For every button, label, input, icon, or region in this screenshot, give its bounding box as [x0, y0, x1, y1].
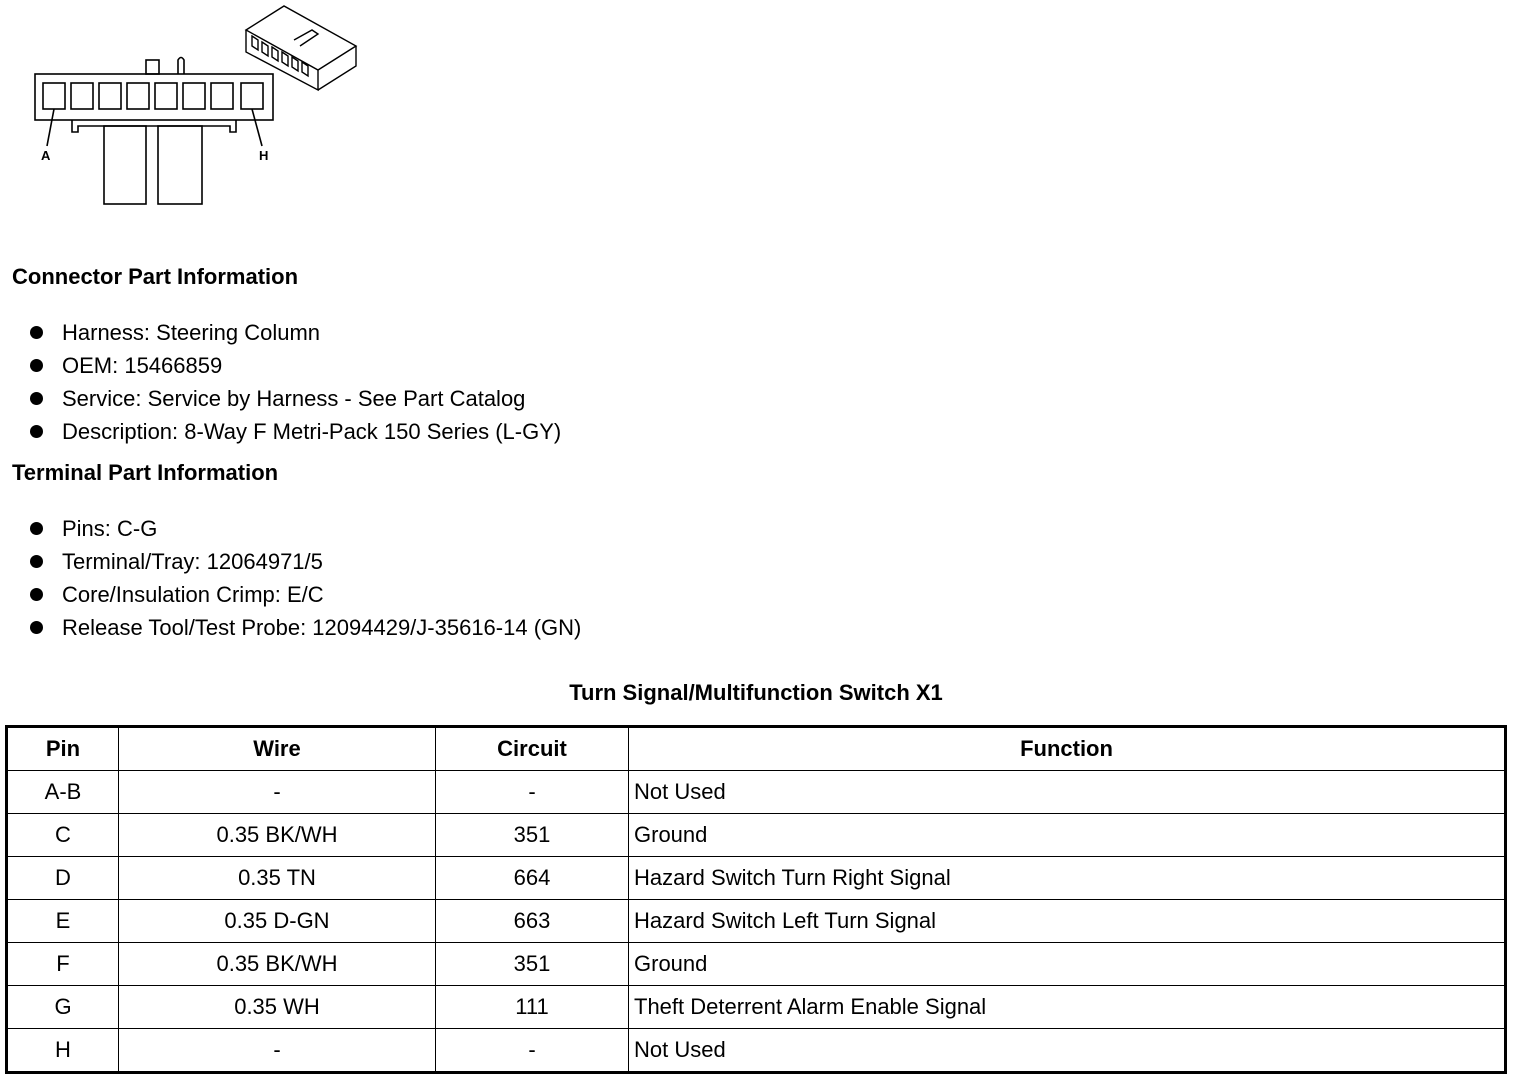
wire-cell: 0.35 D-GN: [119, 900, 436, 943]
function-cell: Ground: [629, 814, 1506, 857]
circuit-cell: 351: [436, 814, 629, 857]
circuit-cell: 663: [436, 900, 629, 943]
column-header-wire: Wire: [119, 727, 436, 771]
list-item: Service: Service by Harness - See Part Catalog: [30, 382, 561, 415]
list-item: OEM: 15466859: [30, 349, 561, 382]
circuit-cell: 664: [436, 857, 629, 900]
table-row: [7, 1029, 1506, 1073]
table-row: [7, 814, 1506, 857]
wire-cell: 0.35 WH: [119, 986, 436, 1029]
pin-cell: C: [7, 814, 119, 857]
circuit-cell: 111: [436, 986, 629, 1029]
list-item: Harness: Steering Column: [30, 316, 561, 349]
function-cell: Not Used: [629, 771, 1506, 814]
list-item: Terminal/Tray: 12064971/5: [30, 545, 581, 578]
connector-diagram: [0, 0, 380, 215]
table-row: [7, 900, 1506, 943]
wire-cell: 0.35 BK/WH: [119, 943, 436, 986]
function-cell: Ground: [629, 943, 1506, 986]
column-header-function: Function: [629, 727, 1506, 771]
function-cell: Hazard Switch Turn Right Signal: [629, 857, 1506, 900]
wire-cell: 0.35 TN: [119, 857, 436, 900]
pin-label-h: H: [259, 148, 269, 163]
terminal-info-title: Terminal Part Information: [12, 460, 279, 485]
circuit-cell: -: [436, 1029, 629, 1073]
function-cell: Hazard Switch Left Turn Signal: [629, 900, 1506, 943]
circuit-cell: 351: [436, 943, 629, 986]
list-item: Pins: C-G: [30, 512, 581, 545]
table-row: [7, 771, 1506, 814]
pin-label-a: A: [41, 148, 51, 163]
function-cell: Not Used: [629, 1029, 1506, 1073]
list-item: Description: 8-Way F Metri-Pack 150 Series (L-GY): [30, 415, 561, 448]
pin-cell: F: [7, 943, 119, 986]
column-header-circuit: Circuit: [436, 727, 629, 771]
list-item: Core/Insulation Crimp: E/C: [30, 578, 581, 611]
pin-cell: G: [7, 986, 119, 1029]
connector-info-list: [30, 316, 561, 448]
circuit-cell: -: [436, 771, 629, 814]
list-item: Release Tool/Test Probe: 12094429/J-35616-14 (GN): [30, 611, 581, 644]
pin-cell: E: [7, 900, 119, 943]
wire-cell: 0.35 BK/WH: [119, 814, 436, 857]
pin-cell: A-B: [7, 771, 119, 814]
pinout-table: [5, 725, 1507, 1074]
function-cell: Theft Deterrent Alarm Enable Signal: [629, 986, 1506, 1029]
table-header-row: [7, 727, 1506, 771]
pin-cell: H: [7, 1029, 119, 1073]
terminal-info-list: [30, 512, 581, 644]
connector-info-title: Connector Part Information: [12, 264, 299, 289]
table-row: [7, 986, 1506, 1029]
wire-cell: -: [119, 771, 436, 814]
table-row: [7, 943, 1506, 986]
column-header-pin: Pin: [7, 727, 119, 771]
connector-isometric-icon: [246, 6, 356, 90]
pin-cell: D: [7, 857, 119, 900]
table-row: [7, 857, 1506, 900]
table-title: Turn Signal/Multifunction Switch X1: [569, 680, 943, 705]
wire-cell: -: [119, 1029, 436, 1073]
